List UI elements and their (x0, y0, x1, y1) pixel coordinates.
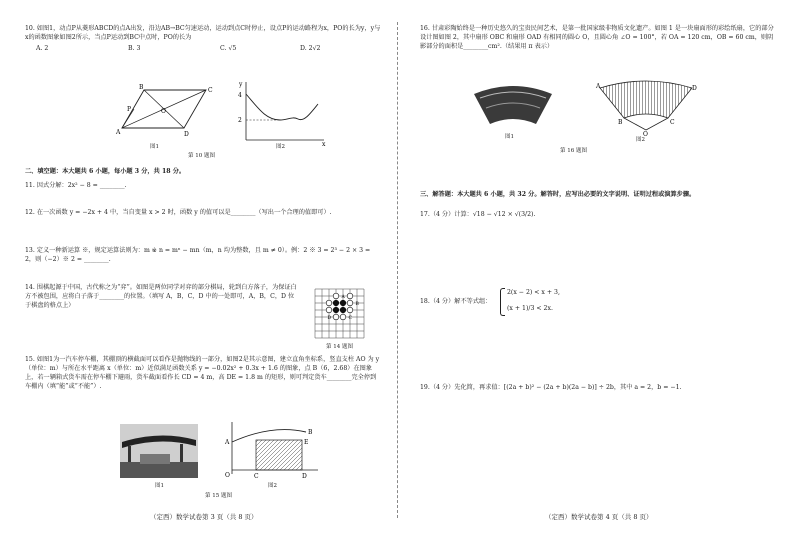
q18-brace (500, 288, 505, 316)
white-stone (347, 307, 353, 313)
tick-4: 4 (238, 92, 242, 99)
q15-carport-diagram (222, 420, 322, 480)
photo-car (140, 454, 170, 464)
q10-option-d: D. 2√2 (300, 45, 321, 52)
q15-carport-photo (120, 424, 198, 478)
q16-fan-photo (470, 84, 556, 128)
left-footer: （定西）数学试卷第 3 页（共 8 页） (150, 513, 258, 521)
q15: 15. 如图1为一汽车停车棚，其棚顶的横截面可以看作是抛物线的一部分，如图2是其示意图，建立直角坐标系，竖直支柱 AO 为 y（单位：m）与所在水平距离 x（单位：m）近似满足函数关系 y = −0.02x² + 0.3x + 1.6 的图象，点 B（6，2.68）在图象上，若一辆箱式货车需在停车棚下避雨，货车截面看作长 CD = 4 m，高 DE = 1.8 m 的矩形，则可判定货车________完全停到车棚内（填“能”或“不能”）. (25, 356, 380, 390)
q18-line-2: (x + 1)/3 < 2x. (507, 305, 553, 312)
q14: 14. 围棋起源于中国，古代称之为“弈”。如图是两位同学对弈的部分棋局，轮到白方落子，为保证白方不被包围，应将白子落于________的位置。（填写 A，B，C，D 中的一处即可，A，B，C，D 位于棋盘的格点上） (25, 284, 297, 309)
q19: 19.（4 分）先化简，再求值：[(2a + b)² − (2a + b)(2a − b)] ÷ 2b，其中 a = 2，b = −1. (420, 384, 682, 391)
white-stone (326, 300, 332, 306)
label-a: A (596, 83, 601, 90)
label-c: C (670, 119, 675, 126)
y-axis-label: y (239, 81, 243, 88)
black-stone (333, 300, 339, 306)
q18-lead: 18.（4 分）解不等式组： (420, 298, 492, 305)
radius-left (624, 118, 646, 130)
q15-fig1-label: 图1 (155, 483, 164, 489)
tick-2: 2 (238, 117, 242, 124)
label-b: B (618, 119, 623, 126)
board-point-label-c: C (348, 316, 352, 321)
photo-ground (120, 462, 198, 478)
x-axis-label: x (322, 141, 326, 148)
truck-rectangle (256, 440, 302, 470)
label-o: O (161, 108, 166, 115)
q14-caption: 第 14 题图 (326, 344, 353, 350)
q16-fig1-label: 图1 (505, 134, 514, 140)
q15-caption: 第 15 题图 (205, 493, 232, 499)
white-stone (347, 293, 353, 299)
white-stone (333, 314, 339, 320)
radius-right (646, 118, 668, 130)
q10-rhombus-figure (112, 84, 216, 142)
q14-go-board (312, 286, 370, 338)
label-e: E (304, 439, 309, 446)
label-d: D (692, 85, 697, 92)
q11: 11. 因式分解：2x² − 8 = ________. (25, 182, 127, 189)
white-stone (326, 307, 332, 313)
label-b: B (139, 84, 144, 91)
shaded-ring-sector (600, 81, 692, 118)
board-point-label-b: B (355, 302, 359, 307)
function-curve (246, 94, 318, 120)
label-p: P (127, 106, 132, 113)
board-point-label-d: D (327, 316, 332, 321)
white-stone (333, 293, 339, 299)
label-d: D (302, 473, 307, 480)
label-c: C (254, 473, 259, 480)
page-divider (397, 22, 398, 518)
label-b: B (308, 429, 313, 436)
q10-caption: 第 10 题图 (188, 153, 215, 159)
label-d: D (184, 131, 189, 138)
q16-fig2-label: 图2 (636, 137, 645, 143)
board-point-label-a: A (341, 295, 345, 300)
q10-graph-figure (232, 80, 328, 146)
black-stone (340, 307, 346, 313)
q16-caption: 第 16 题图 (560, 148, 587, 154)
label-c: C (208, 87, 213, 94)
q10-fig1-label: 图1 (150, 144, 159, 150)
q16: 16. 甘肃彩陶始终是一种历史悠久的宝贵民间艺术，是第一批国家级非物质文化遗产。如图 1 是一块扇面形的彩绘纸扇，它的部分设计图如图 2，其中扇形 OBC 和扇形 OAD 有相同的圆心 O，且圆心角 ∠O = 100°，若 OA = 120 cm，OB = 60 cm，则阴影部分的面积是________cm².（结果用 π 表示） (420, 25, 774, 50)
q10-option-b: B. 3 (128, 45, 141, 52)
black-stone (340, 300, 346, 306)
white-stone (340, 314, 346, 320)
q12: 12. 在一次函数 y = −2x + 4 中，当自变量 x > 2 时，函数 y 的值可以是________（写出一个合理的值即可）. (25, 209, 332, 216)
section-3-heading: 三、解答题：本大题共 6 小题，共 32 分。解答时，应写出必要的文字说明、证明过程或演算步骤。 (420, 191, 696, 198)
label-a: A (116, 129, 121, 136)
q10-option-a: A. 2 (36, 45, 49, 52)
label-o: O (225, 472, 230, 479)
section-2-heading: 二、填空题：本大题共 6 小题，每小题 3 分，共 18 分。 (25, 168, 186, 175)
q13: 13. 定义一种新运算 ※，规定运算法则为：m ※ n = mⁿ − mn（m，n 均为整数，且 m ≠ 0）。例：2 ※ 3 = 2³ − 2 × 3 = 2，则（−2）※ 2 = ________. (25, 247, 371, 263)
label-o: O (643, 131, 648, 138)
q18-line-1: 2(x − 2) < x + 3, (507, 289, 560, 296)
q10-option-c: C. √5 (220, 45, 237, 52)
q10-fig2-label: 图2 (276, 144, 285, 150)
label-a: A (225, 439, 230, 446)
q16-sector-diagram (596, 80, 696, 136)
q15-fig2-label: 图2 (268, 483, 277, 489)
white-stone (347, 300, 353, 306)
black-stone (333, 307, 339, 313)
right-footer: （定西）数学试卷第 4 页（共 8 页） (545, 513, 653, 521)
q10-text: 10. 如图1，动点P从菱形ABCD的点A出发，沿边AB→BC匀速运动，运动到点C时停止，设点P的运动路程为x，PO的长为y，y与x的函数图象如图2所示，当点P运动到BC中点时，PO的长为 (25, 25, 381, 41)
q17: 17.（4 分）计算：√18 − √12 × √(3/2). (420, 211, 536, 218)
